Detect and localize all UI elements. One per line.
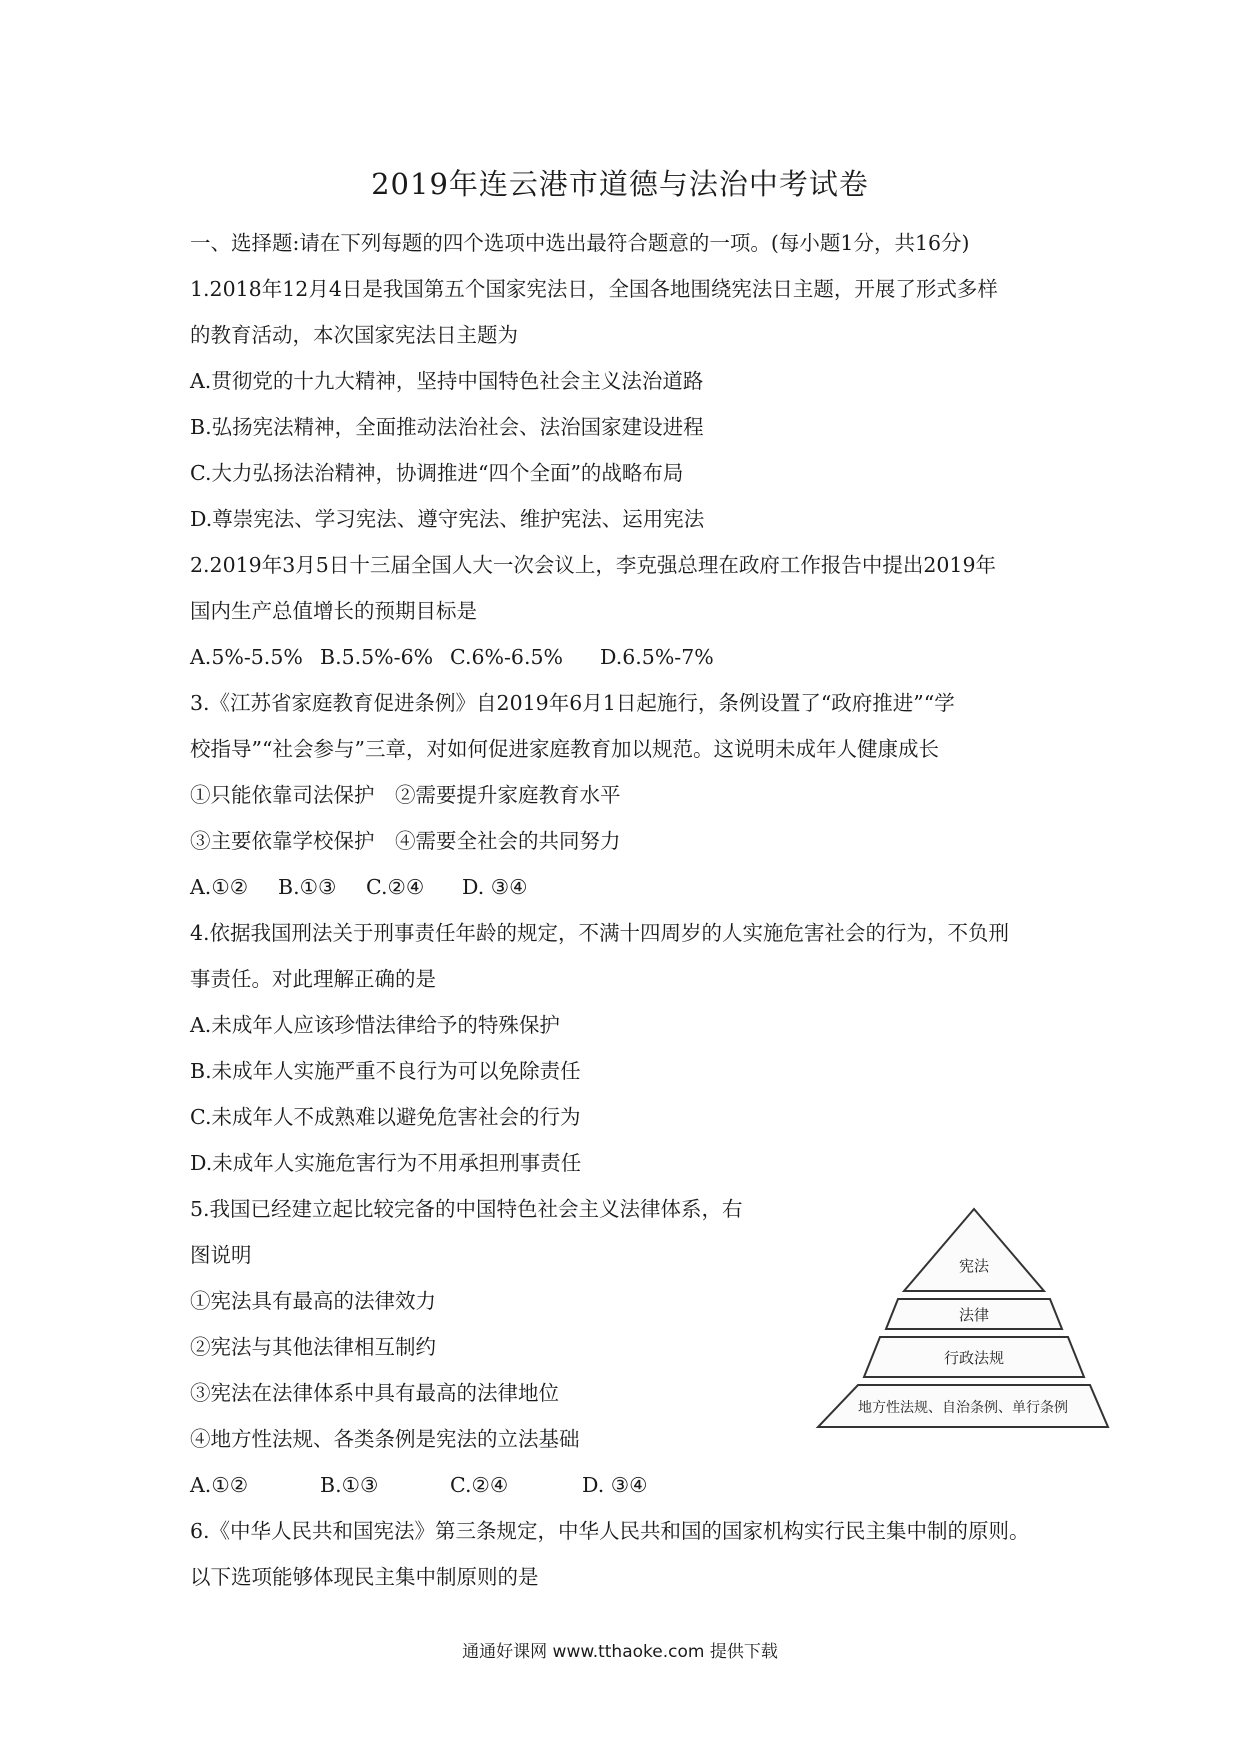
q4-option-b: B.未成年人实施严重不良行为可以免除责任 <box>190 1059 581 1083</box>
q3-statements-3-4: ③主要依靠学校保护 ④需要全社会的共同努力 <box>190 829 621 853</box>
q4-option-a: A.未成年人应该珍惜法律给予的特殊保护 <box>190 1013 560 1037</box>
section-heading: 一、选择题:请在下列每题的四个选项中选出最符合题意的一项。(每小题1分，共16分) <box>190 231 970 255</box>
page-title: 2019年连云港市道德与法治中考试卷 <box>371 167 869 201</box>
q4-stem-line1: 4.依据我国刑法关于刑事责任年龄的规定，不满十四周岁的人实施危害社会的行为，不负刑 <box>190 921 1010 945</box>
q3-stem-line2: 校指导”“社会参与”三章，对如何促进家庭教育加以规范。这说明未成年人健康成长 <box>190 737 939 761</box>
q1-option-a: A.贯彻党的十九大精神，坚持中国特色社会主义法治道路 <box>190 369 704 393</box>
pyramid-label-4: 地方性法规、自治条例、单行条例 <box>858 1400 1068 1416</box>
q5-statement-2: ②宪法与其他法律相互制约 <box>190 1335 436 1359</box>
q2-option-b: B.5.5%-6% <box>320 645 434 669</box>
q3-stem-line1: 3.《江苏省家庭教育促进条例》自2019年6月1日起施行，条例设置了“政府推进”“学 <box>190 691 955 715</box>
q5-option-d: D. ③④ <box>582 1473 648 1497</box>
q1-stem-line2: 的教育活动，本次国家宪法日主题为 <box>190 323 518 347</box>
q3-statements-1-2: ①只能依靠司法保护 ②需要提升家庭教育水平 <box>190 783 621 807</box>
q4-option-d: D.未成年人实施危害行为不用承担刑事责任 <box>190 1151 582 1175</box>
q3-option-b: B.①③ <box>278 875 337 899</box>
q2-option-a: A.5%-5.5% <box>190 645 303 669</box>
q6-stem-line2: 以下选项能够体现民主集中制原则的是 <box>190 1565 539 1589</box>
q5-statement-1: ①宪法具有最高的法律效力 <box>190 1289 436 1313</box>
q4-stem-line2: 事责任。对此理解正确的是 <box>190 967 436 991</box>
q1-option-d: D.尊崇宪法、学习宪法、遵守宪法、维护宪法、运用宪法 <box>190 507 705 531</box>
q5-statement-3: ③宪法在法律体系中具有最高的法律地位 <box>190 1381 559 1405</box>
q5-option-b: B.①③ <box>320 1473 379 1497</box>
q5-stem-line2: 图说明 <box>190 1243 252 1267</box>
pyramid-label-2: 法律 <box>958 1306 990 1324</box>
q2-stem-line1: 2.2019年3月5日十三届全国人大一次会议上，李克强总理在政府工作报告中提出2019年 <box>190 553 996 577</box>
q2-option-c: C.6%-6.5% <box>450 645 564 669</box>
pyramid-tier-constitution <box>904 1209 1044 1291</box>
q2-option-d: D.6.5%-7% <box>600 645 714 669</box>
q3-option-d: D. ③④ <box>462 875 528 899</box>
q1-option-c: C.大力弘扬法治精神，协调推进“四个全面”的战略布局 <box>190 461 684 485</box>
q3-options <box>190 877 528 898</box>
q1-option-b: B.弘扬宪法精神，全面推动法治社会、法治国家建设进程 <box>190 415 704 439</box>
q5-stem-line1: 5.我国已经建立起比较完备的中国特色社会主义法律体系，右 <box>190 1197 743 1221</box>
q5-options <box>190 1475 648 1496</box>
q5-option-a: A.①② <box>190 1473 249 1497</box>
pyramid-label-3: 行政法规 <box>943 1349 1005 1367</box>
q5-option-c: C.②④ <box>450 1473 509 1497</box>
q2-stem-line2: 国内生产总值增长的预期目标是 <box>190 599 477 623</box>
q4-option-c: C.未成年人不成熟难以避免危害社会的行为 <box>190 1105 581 1129</box>
q6-stem-line1: 6.《中华人民共和国宪法》第三条规定，中华人民共和国的国家机构实行民主集中制的原则。 <box>190 1519 1030 1543</box>
q2-options <box>190 647 714 668</box>
q3-option-c: C.②④ <box>366 875 425 899</box>
q3-option-a: A.①② <box>190 875 249 899</box>
q1-stem-line1: 1.2018年12月4日是我国第五个国家宪法日，全国各地围绕宪法日主题，开展了形式多样 <box>190 277 998 301</box>
pyramid-label-1: 宪法 <box>958 1257 990 1275</box>
footer-source: 通通好课网 www.tthaoke.com 提供下载 <box>462 1642 778 1662</box>
legal-system-pyramid <box>808 1205 1142 1440</box>
q5-statement-4: ④地方性法规、各类条例是宪法的立法基础 <box>190 1427 580 1451</box>
